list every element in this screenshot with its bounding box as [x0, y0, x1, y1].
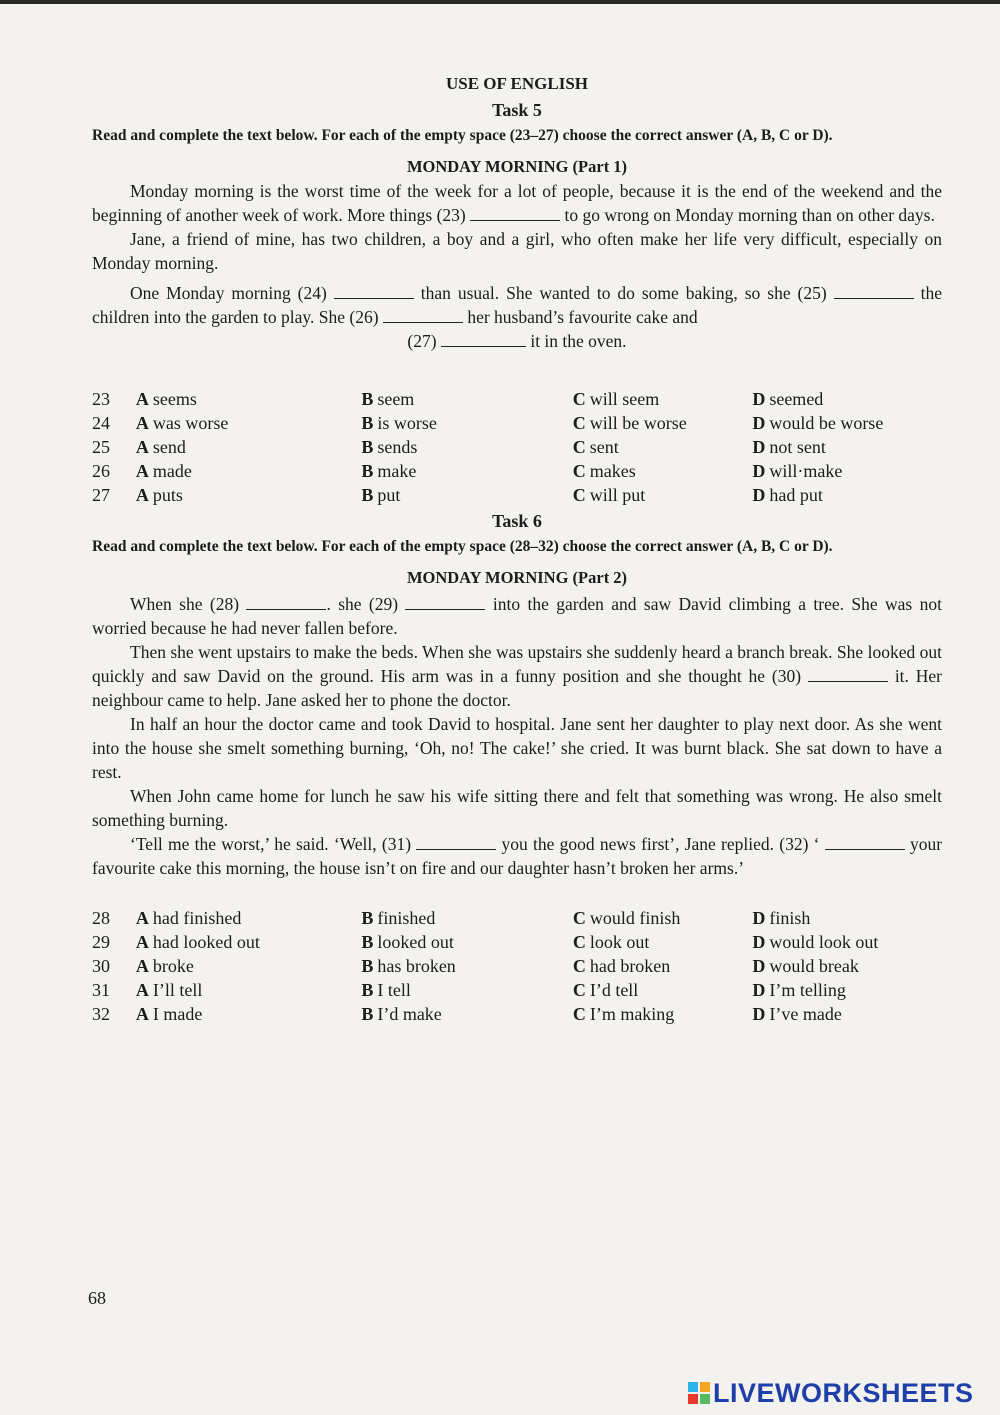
gap-27[interactable]: [441, 345, 526, 347]
option-row-25: [92, 437, 942, 461]
task6-paragraph-2: Then she went upstairs to make the beds. When she was upstairs she suddenly heard a branch break. She looked out quickly and saw David on the ground. His arm was in a funny position and she thought he (30) it. Her neighbour came to help. Jane asked her to phone the doctor.: [92, 642, 943, 710]
option-d[interactable]: D not sent: [752, 437, 826, 457]
top-border: [0, 0, 1000, 4]
option-b[interactable]: B I tell: [361, 980, 411, 1000]
task6-options-table: [92, 908, 942, 1028]
option-a[interactable]: A I’ll tell: [135, 980, 203, 1000]
option-c[interactable]: C I’d tell: [572, 980, 639, 1000]
option-d[interactable]: D seemed: [752, 389, 824, 409]
item-number: 32: [92, 1004, 110, 1024]
option-row-31: [92, 980, 942, 1004]
option-c[interactable]: C would finish: [572, 908, 681, 928]
item-number: 28: [92, 908, 110, 928]
task5-paragraph-3: One Monday morning (24) than usual. She wanted to do some baking, so she (25) the children into the garden to play. She (26) her husband’s favourite cake and: [92, 283, 943, 327]
option-b[interactable]: B put: [361, 485, 401, 505]
gap-26[interactable]: [383, 321, 463, 323]
gap-24[interactable]: [334, 297, 414, 299]
option-row-29: [92, 932, 942, 956]
option-d[interactable]: D I’ve made: [752, 1004, 842, 1024]
item-number: 30: [92, 956, 110, 976]
gap-29[interactable]: [405, 608, 485, 610]
gap-30[interactable]: [808, 680, 888, 682]
gap-32[interactable]: [825, 848, 905, 850]
liveworksheets-brand[interactable]: [688, 1378, 974, 1409]
gap-28[interactable]: [246, 608, 326, 610]
option-c[interactable]: C sent: [572, 437, 619, 457]
task6-paragraph-1: When she (28) . she (29) into the garden and saw David climbing a tree. She was not worried because he had never fallen before.: [92, 594, 942, 638]
option-a[interactable]: A puts: [135, 485, 183, 505]
task6-instruction: Read and complete the text below. For each of the empty space (28–32) choose the correct answer (A, B, C or D).: [92, 538, 833, 555]
option-b[interactable]: B sends: [361, 437, 418, 457]
option-b[interactable]: B finished: [361, 908, 436, 928]
option-d[interactable]: D would break: [752, 956, 859, 976]
option-b[interactable]: B is worse: [361, 413, 437, 433]
option-a[interactable]: A had looked out: [135, 932, 260, 952]
option-row-27: [92, 485, 942, 509]
option-a[interactable]: A had finished: [135, 908, 242, 928]
option-d[interactable]: D had put: [752, 485, 823, 505]
task5-label: Task 5: [492, 100, 542, 120]
option-row-26: [92, 461, 942, 485]
option-c[interactable]: C I’m making: [572, 1004, 675, 1024]
brand-text: LIVEWORKSHEETS: [713, 1378, 974, 1408]
option-row-24: [92, 413, 942, 437]
option-c[interactable]: C will seem: [572, 389, 660, 409]
task6-paragraph-5: ‘Tell me the worst,’ he said. ‘Well, (31) you the good news first’, Jane replied. (32) ‘ your favourite cake this morning, the house isn’t on fire and our daughter hasn’t broken her arms.’: [92, 834, 943, 878]
task5-paragraph-1: Monday morning is the worst time of the week for a lot of people, because it is the end of the weekend and the beginning of another week of work. More things (23) to go wrong on Monday morning than on other days.: [92, 181, 942, 225]
option-d[interactable]: D would look out: [752, 932, 879, 952]
task6-title: MONDAY MORNING (Part 2): [406, 568, 628, 587]
option-c[interactable]: C will put: [572, 485, 646, 505]
option-d[interactable]: D would be worse: [752, 413, 884, 433]
option-b[interactable]: B seem: [361, 389, 415, 409]
task5-options-table: [92, 389, 942, 509]
option-c[interactable]: C makes: [572, 461, 636, 481]
option-c[interactable]: C had broken: [572, 956, 671, 976]
task5-title: MONDAY MORNING (Part 1): [406, 157, 628, 176]
gap-23[interactable]: [470, 219, 560, 221]
option-a[interactable]: A broke: [135, 956, 194, 976]
option-b[interactable]: B I’d make: [361, 1004, 442, 1024]
gap-25[interactable]: [834, 297, 914, 299]
option-a[interactable]: A I made: [135, 1004, 203, 1024]
option-a[interactable]: A made: [135, 461, 192, 481]
option-b[interactable]: B looked out: [361, 932, 454, 952]
task6-label: Task 6: [492, 511, 542, 531]
option-a[interactable]: A seems: [135, 389, 197, 409]
option-row-23: [92, 389, 942, 413]
item-number: 23: [92, 389, 110, 409]
option-c[interactable]: C will be worse: [572, 413, 687, 433]
task5-paragraph-3-end: (27) it in the oven.: [407, 331, 627, 351]
option-b[interactable]: B make: [361, 461, 417, 481]
item-number: 26: [92, 461, 110, 481]
liveworksheets-logo-icon: [688, 1382, 710, 1404]
section-title: USE OF ENGLISH: [445, 74, 589, 93]
item-number: 29: [92, 932, 110, 952]
item-number: 27: [92, 485, 110, 505]
gap-31[interactable]: [416, 848, 496, 850]
task6-paragraph-4: When John came home for lunch he saw his wife sitting there and felt that something was wrong. He also smelt something burning.: [92, 786, 942, 830]
option-row-30: [92, 956, 942, 980]
option-b[interactable]: B has broken: [361, 956, 456, 976]
item-number: 25: [92, 437, 110, 457]
option-a[interactable]: A send: [135, 437, 186, 457]
page-number: 68: [88, 1288, 106, 1308]
item-number: 24: [92, 413, 110, 433]
option-d[interactable]: D I’m telling: [752, 980, 846, 1000]
option-row-32: [92, 1004, 942, 1028]
option-c[interactable]: C look out: [572, 932, 650, 952]
task5-paragraph-2: Jane, a friend of mine, has two children, a boy and a girl, who often make her life very difficult, especially on Monday morning.: [92, 229, 942, 273]
item-number: 31: [92, 980, 110, 1000]
option-a[interactable]: A was worse: [135, 413, 229, 433]
option-d[interactable]: D finish: [752, 908, 811, 928]
task5-instruction: Read and complete the text below. For each of the empty space (23–27) choose the correct answer (A, B, C or D).: [92, 127, 833, 144]
task6-paragraph-3: In half an hour the doctor came and took David to hospital. Jane sent her daughter to play next door. As she went into the house she smelt something burning, ‘Oh, no! The cake!’ she cried. It was burnt black. She sat down to have a rest.: [92, 714, 942, 782]
option-row-28: [92, 908, 942, 932]
option-d[interactable]: D will·make: [752, 461, 843, 481]
worksheet-page: [92, 70, 942, 1028]
